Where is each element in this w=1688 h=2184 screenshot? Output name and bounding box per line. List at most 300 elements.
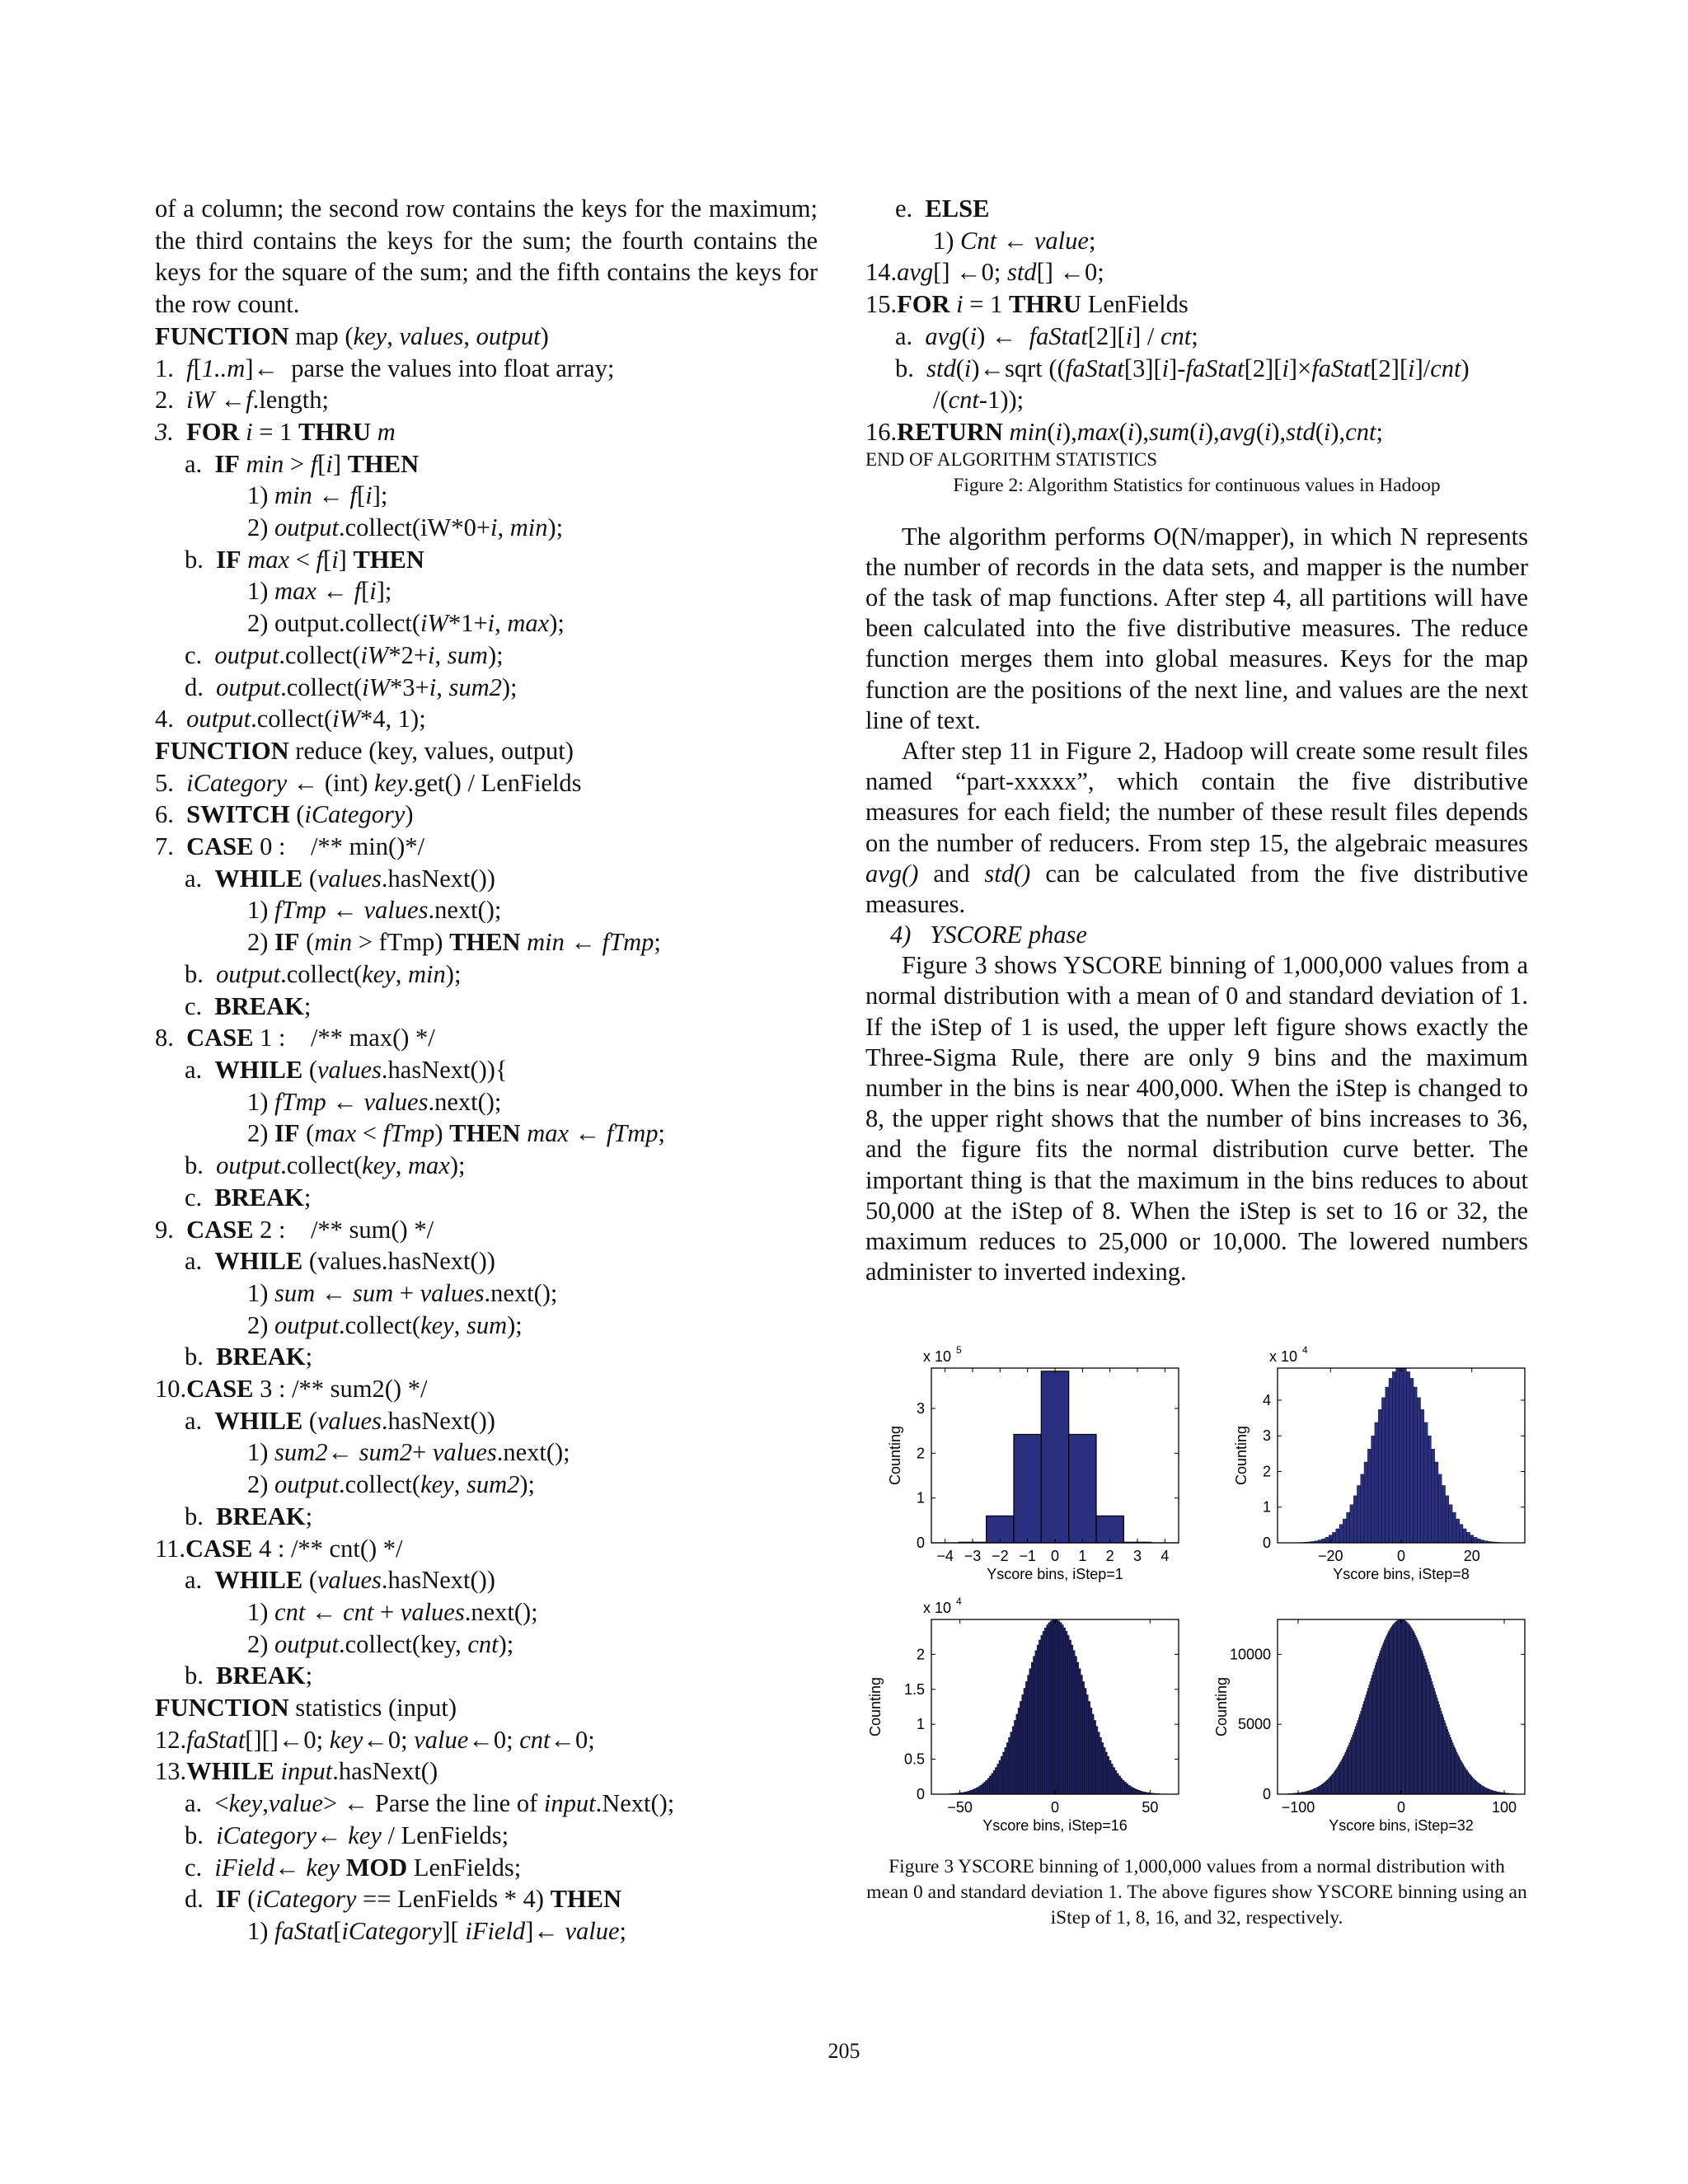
axis-multiplier: x 10: [923, 1348, 952, 1365]
y-tick-label: 1.5: [903, 1680, 925, 1698]
histogram-bar: [995, 1768, 996, 1794]
histogram-bar: [1123, 1780, 1124, 1794]
histogram-bar: [1008, 1737, 1010, 1794]
histogram-bar: [1121, 1779, 1123, 1794]
histogram-bar: [1421, 1651, 1422, 1794]
histogram-bar: [1436, 1694, 1437, 1794]
histogram-bar: [1332, 1774, 1333, 1794]
histogram-bar: [1456, 1752, 1457, 1794]
algorithm-line: 1. f[1..m]← parse the values into float array;: [155, 354, 615, 382]
histogram-bar: [1427, 1666, 1428, 1794]
histogram-bar: [1350, 1505, 1353, 1543]
histogram-bar: [1449, 1735, 1450, 1794]
histogram-bar: [1373, 1671, 1374, 1794]
algorithm-line: 1) fTmp ← values.next();: [247, 896, 502, 925]
y-tick-label: 0: [916, 1786, 925, 1802]
histogram-bar: [1136, 1789, 1137, 1794]
histogram-bar: [1417, 1398, 1420, 1543]
histogram-bar: [1071, 1645, 1073, 1794]
histogram-bar: [1054, 1619, 1056, 1794]
histogram-bar: [1396, 1368, 1400, 1543]
histogram-bar: [1371, 1678, 1372, 1794]
axis-multiplier: x 10: [923, 1600, 952, 1616]
histogram-bar: [1435, 1691, 1436, 1794]
y-axis-label: Counting: [887, 1425, 903, 1486]
y-axis-label: Counting: [1233, 1425, 1250, 1486]
histogram-bar: [1313, 1789, 1314, 1794]
histogram-bar: [1085, 1688, 1086, 1794]
histogram-bar: [1361, 1711, 1362, 1794]
histogram-bar: [1379, 1653, 1380, 1794]
x-tick-label: 50: [1142, 1799, 1159, 1816]
figure-3-histograms: [857, 1327, 1541, 1846]
x-axis-label: Yscore bins, iStep=16: [982, 1817, 1128, 1834]
histogram-bar: [1444, 1720, 1445, 1794]
histogram-bar: [1435, 1462, 1438, 1543]
histogram-bar: [1320, 1785, 1321, 1794]
histogram-bar: [1461, 1762, 1462, 1794]
x-tick-label: 0: [1396, 1548, 1406, 1564]
histogram-bar: [1366, 1694, 1367, 1794]
histogram-bar: [1477, 1782, 1478, 1794]
histogram-bar: [1480, 1784, 1481, 1794]
x-tick-label: 4: [1160, 1548, 1170, 1564]
algorithm-end-label: END OF ALGORITHM STATISTICS: [865, 448, 1158, 470]
histogram-bar: [1081, 1675, 1082, 1794]
histogram-bar: [1410, 1378, 1414, 1543]
histogram-bar: [1411, 1628, 1412, 1794]
histogram-bar: [1309, 1791, 1310, 1794]
histogram-bar: [1324, 1783, 1325, 1794]
y-tick-label: 3: [1262, 1427, 1271, 1445]
histogram-bar: [1334, 1770, 1335, 1794]
histogram-bar: [1466, 1532, 1470, 1543]
histogram-bar: [1346, 1750, 1347, 1794]
algorithm-line: b. iCategory← key / LenFields;: [185, 1821, 509, 1849]
histogram-bar: [1473, 1779, 1474, 1794]
histogram-bar: [989, 1776, 991, 1794]
histogram-bar: [997, 1764, 999, 1794]
histogram-bar: [1104, 1747, 1105, 1794]
histogram-bar: [1446, 1496, 1449, 1543]
histogram-bar: [1441, 1711, 1442, 1794]
histogram-bar: [1392, 1371, 1395, 1543]
histogram-bar: [1415, 1635, 1416, 1794]
algorithm-line: c. output.collect(iW*2+i, sum);: [185, 640, 504, 669]
y-tick-label: 0: [1262, 1535, 1271, 1551]
algorithm-line: 1) fTmp ← values.next();: [247, 1087, 502, 1116]
histogram-bar: [1483, 1787, 1484, 1794]
histogram-bar: [1464, 1766, 1465, 1794]
algorithm-line: a. WHILE (values.hasNext()): [185, 1406, 495, 1435]
histogram-bar: [1317, 1787, 1318, 1794]
paragraph-algorithm-complexity: The algorithm performs O(N/mapper), in which N represents the number of records in the data sets, and mapper is the number of the task of map functions. After step 4, all partitions will have been calculated into the five distributive measures. The reduce function merges them into global measures. Keys for the map function are the positions of the next line, and values are the next line of text.: [865, 522, 1528, 734]
histogram-bar: [1381, 1398, 1385, 1543]
algorithm-line: 4. output.collect(iW*4, 1);: [155, 705, 426, 733]
histogram-bar: [1047, 1625, 1048, 1794]
algorithm-line: 2) IF (max < fTmp) THEN max ← fTmp;: [247, 1119, 665, 1148]
histogram-bar: [1098, 1732, 1100, 1794]
algorithm-line: b. output.collect(key, min);: [185, 959, 462, 988]
histogram-bar: [1391, 1626, 1392, 1794]
histogram-bar: [978, 1787, 980, 1794]
histogram-bar: [1438, 1474, 1442, 1543]
histogram-bar: [1382, 1645, 1383, 1794]
histogram-bar: [1450, 1737, 1451, 1794]
histogram-bar: [1132, 1788, 1133, 1794]
y-tick-label: 0: [1262, 1786, 1271, 1802]
histogram-bar: [1075, 1657, 1076, 1794]
x-tick-label: 1: [1078, 1548, 1087, 1564]
histogram-bar: [1325, 1537, 1329, 1543]
histogram-bar: [1355, 1727, 1356, 1794]
histogram-bar: [1388, 1631, 1389, 1794]
algorithm-line: 9. CASE 2 : /** sum() */: [155, 1215, 434, 1244]
y-axis-label: Counting: [867, 1676, 884, 1737]
histogram-bar: [976, 1788, 978, 1794]
histogram-bar: [982, 1783, 983, 1794]
algorithm-line: /(cnt-1));: [933, 386, 1025, 415]
algorithm-line: a. WHILE (values.hasNext()): [185, 864, 495, 893]
algorithm-line: b. BREAK;: [185, 1661, 313, 1690]
histogram-bar: [1491, 1790, 1492, 1794]
histogram-bar: [1484, 1787, 1485, 1794]
algorithm-line: 2) output.collect(key, cnt);: [247, 1629, 514, 1658]
histogram-bar: [1457, 1755, 1458, 1794]
algorithm-line: 1) cnt ← cnt + values.next();: [247, 1597, 538, 1626]
histogram-bar: [1410, 1626, 1411, 1794]
x-tick-label: −4: [936, 1548, 954, 1564]
algorithm-line: 1) faStat[iCategory][ iField]← value;: [247, 1916, 627, 1945]
histogram-bar: [1465, 1769, 1466, 1794]
algorithm-line: d. IF (iCategory == LenFields * 4) THEN: [185, 1885, 622, 1914]
histogram-bar: [1322, 1783, 1323, 1794]
histogram-bar: [1336, 1769, 1337, 1794]
histogram-bar: [1344, 1755, 1345, 1794]
histogram-bar: [1452, 1512, 1456, 1543]
histogram-bar: [1445, 1723, 1446, 1794]
histogram-bar: [1336, 1529, 1339, 1543]
x-tick-label: −20: [1318, 1548, 1343, 1564]
histogram-bar: [1417, 1640, 1418, 1794]
histogram-bar: [1375, 1422, 1378, 1543]
x-axis-label: Yscore bins, iStep=32: [1329, 1817, 1474, 1834]
histogram-bar: [1398, 1620, 1399, 1794]
algorithm-line: 1) Cnt ← value;: [933, 226, 1096, 255]
x-tick-label: 100: [1491, 1799, 1517, 1816]
histogram-bar: [1128, 1785, 1130, 1794]
histogram-bar: [1348, 1745, 1349, 1794]
histogram-bar: [1372, 1436, 1375, 1543]
histogram-bar: [1395, 1622, 1396, 1794]
histogram-bar: [1394, 1624, 1395, 1794]
page-number: 205: [828, 2039, 860, 2063]
histogram-bar: [1403, 1619, 1404, 1794]
histogram-bar: [1343, 1519, 1346, 1543]
histogram-bar: [1446, 1727, 1447, 1794]
histogram-bar: [1134, 1788, 1136, 1794]
histogram-bar: [1037, 1645, 1039, 1794]
histogram-bar: [1353, 1732, 1354, 1794]
histogram-bar: [1469, 1774, 1470, 1794]
histogram-bar: [1477, 1539, 1480, 1543]
histogram-bar: [1090, 1708, 1092, 1794]
histogram-bar: [1025, 1681, 1027, 1794]
histogram-bar: [1041, 1635, 1043, 1794]
histogram-bar: [1020, 1701, 1021, 1794]
histogram-bar: [1361, 1474, 1364, 1543]
histogram-bar: [1057, 1621, 1059, 1794]
x-axis-label: Yscore bins, iStep=1: [987, 1566, 1123, 1582]
histogram-bar: [1060, 1623, 1062, 1794]
algorithm-line: 7. CASE 0 : /** min()*/: [155, 832, 425, 861]
histogram-bar: [1315, 1788, 1316, 1794]
histogram-bar: [1429, 1675, 1430, 1794]
histogram-bar: [1487, 1788, 1488, 1794]
histogram-bar: [1137, 1790, 1139, 1794]
histogram-bar: [1043, 1631, 1044, 1794]
histogram-bar: [1016, 1714, 1018, 1794]
algorithm-line: 2) output.collect(key, sum);: [247, 1310, 523, 1339]
histogram-bar: [1424, 1422, 1428, 1543]
histogram-bar: [1462, 1764, 1463, 1794]
histogram-bar: [1012, 1727, 1014, 1794]
histogram-bar: [1310, 1790, 1311, 1794]
histogram-bar: [1328, 1779, 1329, 1794]
histogram-bar: [1314, 1788, 1315, 1794]
histogram-bar: [1374, 1669, 1375, 1794]
histogram-bar: [1041, 1371, 1068, 1543]
body-text-yscore: [865, 950, 1528, 1287]
x-tick-label: 2: [1105, 1548, 1114, 1564]
histogram-bar: [1431, 1678, 1432, 1794]
figure-2-caption: Figure 2: Algorithm Statistics for continuous values in Hadoop: [953, 474, 1441, 496]
algorithm-line: d. output.collect(iW*3+i, sum2);: [185, 673, 518, 701]
histogram-bar: [1402, 1619, 1403, 1794]
algorithm-line: c. BREAK;: [185, 991, 312, 1020]
histogram-bar: [1353, 1496, 1357, 1543]
histogram-bar: [1437, 1701, 1438, 1794]
histogram-bar: [1035, 1651, 1037, 1794]
histogram-bar: [1396, 1621, 1397, 1794]
histogram-bar: [1347, 1747, 1348, 1794]
histogram-bar: [1359, 1714, 1360, 1794]
subsection-heading: 4) YSCORE phase: [890, 921, 1087, 949]
x-tick-label: 0: [1050, 1548, 1060, 1564]
y-tick-label: 1: [916, 1489, 925, 1507]
histogram-bar: [1389, 1378, 1392, 1543]
histogram-bar: [1421, 1409, 1424, 1543]
histogram-bar: [1463, 1529, 1466, 1543]
histogram-bar: [1375, 1666, 1376, 1794]
histogram-bar: [1425, 1662, 1426, 1794]
algorithm-line: 15.FOR i = 1 THRU LenFields: [865, 290, 1189, 319]
histogram-bar: [1433, 1688, 1434, 1794]
histogram-bar: [1092, 1714, 1094, 1794]
algorithm-line: 13.WHILE input.hasNext(): [155, 1757, 438, 1786]
histogram-bar: [1326, 1780, 1327, 1794]
histogram-bar: [1063, 1628, 1065, 1794]
histogram-bar: [1418, 1643, 1419, 1794]
histogram-bar: [1460, 1525, 1463, 1543]
histogram-bar: [1416, 1638, 1417, 1794]
histogram-bar: [1447, 1729, 1448, 1794]
x-tick-label: −3: [964, 1548, 982, 1564]
histogram-bar: [1377, 1659, 1378, 1794]
axis-multiplier: x 10: [1269, 1348, 1298, 1365]
algorithm-line: b. BREAK;: [185, 1343, 313, 1371]
histogram-bar: [1102, 1742, 1104, 1794]
histogram-bar: [1466, 1770, 1467, 1794]
histogram-bar: [1086, 1694, 1088, 1794]
paragraph-yscore: Figure 3 shows YSCORE binning of 1,000,000 values from a normal distribution with a mean of 0 and standard deviation of 1. If the iStep of 1 is used, the upper left figure shows exactly the Three-Sigma Rule, there are only 9 bins and the maximum number in the bins is near 400,000. When the iStep is changed to 8, the upper right shows that the number of bins increases to 36, and the figure fits the normal distribution curve better. The important thing is that the maximum in the bins reduces to about 50,000 at the iStep of 8. When the iStep is set to 16 or 32, the maximum reduces to 25,000 or 10,000. The lowered numbers administer to inverted indexing.: [865, 951, 1528, 1286]
histogram-bar: [1033, 1657, 1034, 1794]
algorithm-line: 3. FOR i = 1 THRU m: [155, 417, 396, 446]
x-tick-label: −50: [947, 1799, 973, 1816]
histogram-bar: [1400, 1619, 1401, 1794]
histogram-bar: [1056, 1619, 1057, 1794]
histogram-bar: [1096, 1727, 1098, 1794]
y-tick-label: 2: [916, 1445, 925, 1462]
histogram-bar: [1485, 1788, 1486, 1794]
histogram-bar: [1342, 1759, 1343, 1794]
algorithm-line: a. <key,value> ← Parse the line of input.Next();: [185, 1789, 675, 1818]
histogram-bar: [1392, 1625, 1393, 1794]
histogram-bar: [1029, 1669, 1031, 1794]
x-tick-label: −100: [1281, 1799, 1315, 1816]
histogram-bar: [987, 1779, 989, 1794]
histogram-bar: [1003, 1752, 1005, 1794]
histogram-bar: [1482, 1786, 1483, 1794]
axis-multiplier-exponent: 4: [956, 1596, 962, 1607]
histogram-bar: [1337, 1768, 1338, 1794]
algorithm-line: a. avg(i) ← faStat[2][i] / cnt;: [895, 321, 1198, 350]
histogram-bar: [1053, 1619, 1054, 1794]
algorithm-line: 6. SWITCH (iCategory): [155, 800, 414, 829]
histogram-bar: [1347, 1512, 1350, 1543]
histogram-bar: [1048, 1623, 1050, 1794]
histogram-bar: [1414, 1633, 1415, 1794]
x-tick-label: 20: [1463, 1548, 1480, 1564]
histogram-bar: [1345, 1752, 1346, 1794]
histogram-bar: [1062, 1625, 1063, 1794]
histogram-bar: [1079, 1669, 1081, 1794]
histogram-bar: [1067, 1635, 1069, 1794]
histogram-bar: [1442, 1485, 1445, 1543]
histogram-bar: [1407, 1623, 1408, 1794]
y-axis-label: Counting: [1213, 1676, 1230, 1737]
histogram-bar: [1380, 1651, 1381, 1794]
histogram-bar: [1322, 1539, 1325, 1543]
histogram-bar: [1001, 1756, 1002, 1794]
algorithm-line: a. WHILE (values.hasNext()): [185, 1566, 495, 1595]
histogram-bar: [1113, 1768, 1114, 1794]
y-tick-label: 3: [916, 1399, 925, 1417]
algorithm-line: b. BREAK;: [185, 1502, 313, 1530]
histogram-bar: [1325, 1781, 1326, 1794]
histogram-bar: [1490, 1790, 1491, 1794]
y-tick-label: 10000: [1229, 1646, 1271, 1663]
algorithm-line: of a column; the second row contains the keys for the maximum; the third contains the keys for the sum; the fourth contains the keys for the square of the sum; and the fifth contains the keys for the row count.: [155, 194, 818, 319]
y-tick-label: 1: [916, 1716, 925, 1733]
histogram-bar: [1428, 1436, 1431, 1543]
histogram-bar: [1010, 1732, 1012, 1794]
histogram-bar: [1384, 1640, 1385, 1794]
algorithm-line: 2) output.collect(iW*0+i, min);: [247, 513, 564, 542]
histogram-bar: [1329, 1777, 1330, 1794]
histogram-bar: [1470, 1776, 1471, 1794]
histogram-bar: [1339, 1525, 1343, 1543]
histogram-bar: [1316, 1788, 1317, 1794]
histogram-bar: [1404, 1621, 1405, 1794]
histogram-bar: [1367, 1688, 1368, 1794]
histogram-bar: [999, 1760, 1001, 1794]
histogram-bar: [1107, 1756, 1109, 1794]
histogram-bar: [1386, 1387, 1389, 1543]
histogram-bar: [1412, 1629, 1413, 1794]
histogram-bar: [1358, 1718, 1359, 1794]
histogram-bar: [1100, 1737, 1101, 1794]
histogram-bar: [1022, 1694, 1024, 1794]
left-column: [155, 193, 818, 1947]
histogram-bar: [1073, 1651, 1075, 1794]
right-column: [865, 193, 1528, 1288]
x-tick-label: 3: [1132, 1548, 1142, 1564]
y-tick-label: 4: [1262, 1391, 1271, 1408]
y-tick-label: 2: [1262, 1463, 1271, 1480]
histogram-bar: [1423, 1657, 1424, 1794]
algorithm-line: 1) min ← f[i];: [247, 481, 388, 510]
y-tick-label: 0.5: [903, 1750, 925, 1768]
histogram-bar: [1124, 1782, 1126, 1794]
histogram-bar: [1474, 1779, 1475, 1794]
histogram-bar: [1066, 1631, 1067, 1794]
histogram-bar: [1456, 1519, 1459, 1543]
y-tick-label: 0: [916, 1535, 925, 1551]
histogram-bar: [1454, 1747, 1455, 1794]
y-tick-label: 2: [916, 1646, 925, 1663]
histogram-bar: [1082, 1681, 1084, 1794]
histogram-bar: [1105, 1752, 1107, 1794]
histogram-bar: [983, 1782, 985, 1794]
x-tick-label: −1: [1019, 1548, 1036, 1564]
histogram-bar: [1387, 1633, 1388, 1794]
algorithm-line: 1) sum ← sum + values.next();: [247, 1278, 558, 1307]
histogram-bar: [1460, 1759, 1461, 1794]
histogram-bar: [1117, 1774, 1118, 1794]
x-tick-label: −2: [992, 1548, 1009, 1564]
histogram-bar: [1403, 1368, 1406, 1543]
histogram-bar: [1351, 1737, 1352, 1794]
algorithm-line: 2) output.collect(iW*1+i, max);: [247, 609, 565, 638]
histogram-bar: [986, 1780, 987, 1794]
x-tick-label: 0: [1050, 1799, 1060, 1816]
histogram-bar: [1118, 1776, 1120, 1794]
histogram-bar: [1474, 1537, 1477, 1543]
histogram-bar: [1431, 1449, 1434, 1543]
histogram-bar: [1489, 1789, 1490, 1794]
histogram-bar: [1338, 1766, 1339, 1794]
histogram-bar: [1357, 1485, 1360, 1543]
histogram-bar: [1350, 1740, 1351, 1794]
histogram-bar: [1370, 1681, 1371, 1794]
histogram-bar: [993, 1770, 995, 1794]
algorithm-continuation: [865, 193, 1528, 448]
histogram-bar: [1330, 1776, 1331, 1794]
histogram-bar: [992, 1774, 993, 1794]
algorithm-line: 1) sum2← sum2+ values.next();: [247, 1438, 570, 1467]
algorithm-line: 8. CASE 1 : /** max() */: [155, 1024, 435, 1052]
